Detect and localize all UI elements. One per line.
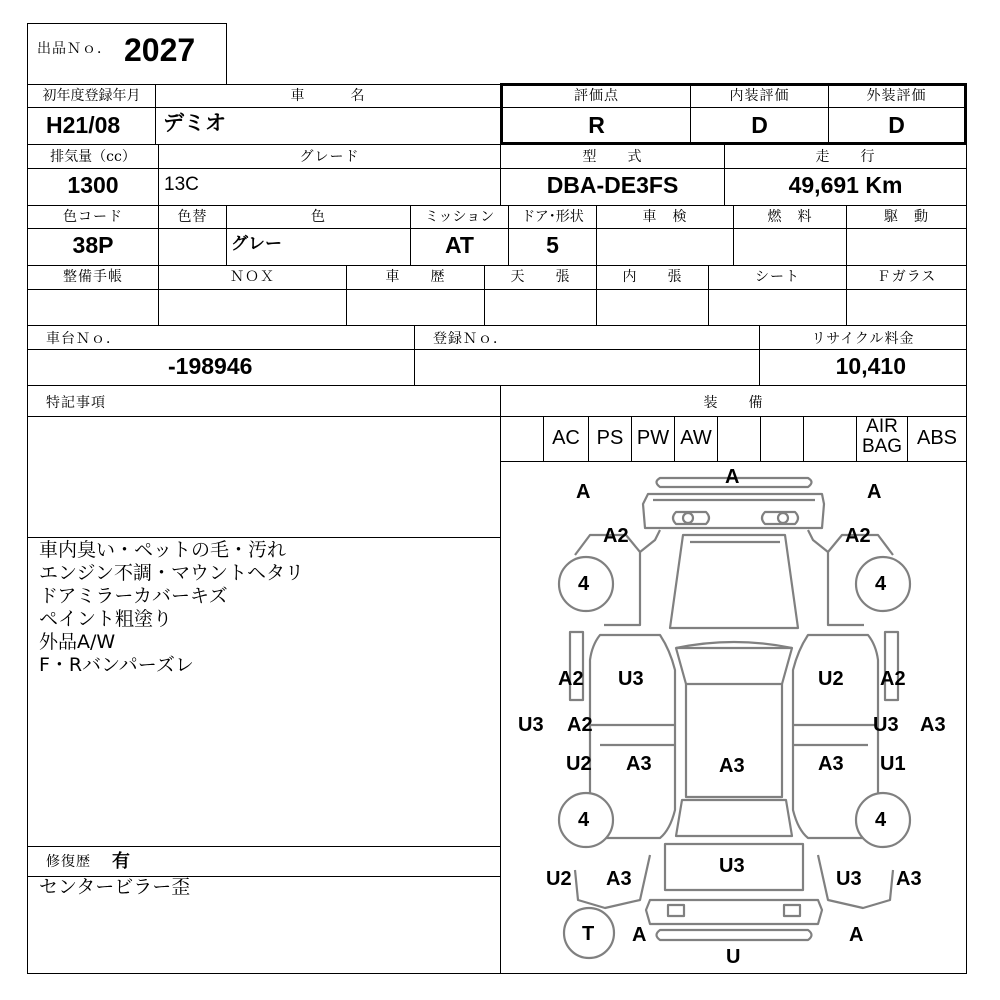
repair-detail: センタービラー歪 <box>39 876 191 898</box>
equipment-abs: ABS <box>916 427 958 449</box>
notes-label: 特記事項 <box>46 395 106 411</box>
color-code-label: 色コード <box>63 209 123 225</box>
model-label: 型 式 <box>582 149 643 165</box>
fuel-label: 燃 料 <box>767 209 813 225</box>
damage-left-a3-lower: A3 <box>626 753 652 775</box>
car-name-label: 車 名 <box>290 88 366 104</box>
roof-lining-label: 天 張 <box>510 269 571 285</box>
damage-rear-right-a3: A3 <box>896 868 922 890</box>
damage-fender-front-right: A2 <box>845 525 871 547</box>
damage-front-left: A <box>576 481 591 503</box>
displacement-label: 排気量（cc） <box>50 149 136 165</box>
recycle-fee-value: 10,410 <box>835 353 906 379</box>
damage-right-u1-lower: U1 <box>880 753 906 775</box>
damage-front: A <box>725 466 740 488</box>
tire-rear-right: 4 <box>875 809 887 831</box>
damage-rear-right: A <box>849 924 864 946</box>
note-line: 外品A/W <box>39 631 116 653</box>
note-line: エンジン不調・マウントヘタリ <box>39 562 305 584</box>
lot-number: 2027 <box>124 32 196 68</box>
interior-score-label: 内装評価 <box>729 88 790 104</box>
mission-label: ミッション <box>424 209 495 225</box>
door-label: ドア･形状 <box>521 209 584 225</box>
score-label: 評価点 <box>574 88 619 104</box>
maintenance-book-label: 整備手帳 <box>63 269 123 285</box>
damage-right-a3-lower: A3 <box>818 753 844 775</box>
inspection-label: 車 検 <box>642 209 688 225</box>
tire-front-right: 4 <box>875 573 887 595</box>
door-value: 5 <box>546 232 559 258</box>
front-glass-label: Ｆガラス <box>876 269 937 285</box>
color-value: グレー <box>231 234 282 254</box>
equipment-aw: AW <box>680 427 712 449</box>
exterior-score-value: D <box>888 112 905 138</box>
displacement-value: 1300 <box>67 172 119 198</box>
note-line: ペイント粗塗り <box>39 608 173 630</box>
color-code-value: 38P <box>72 232 114 258</box>
recolor-label: 色替 <box>177 209 208 225</box>
spare-tire: T <box>582 923 595 945</box>
damage-rear-left-u2: U2 <box>546 868 572 890</box>
year-value: H21/08 <box>46 112 121 138</box>
damage-rear-left: A <box>632 924 647 946</box>
interior-score-value: D <box>751 112 768 138</box>
recycle-fee-label: リサイクル料金 <box>811 331 915 347</box>
equipment-ac: AC <box>552 427 580 449</box>
damage-right-a2-upper: A2 <box>880 668 906 690</box>
drive-label: 駆 動 <box>884 209 929 225</box>
interior-lining-label: 内 張 <box>622 269 683 285</box>
grade-label: グレード <box>299 149 360 165</box>
model-value: DBA-DE3FS <box>546 172 679 198</box>
year-label: 初年度登録年月 <box>42 88 141 104</box>
history-label: 車 歴 <box>385 269 446 285</box>
mileage-value: 49,691 Km <box>788 172 903 198</box>
damage-left-u3-upper: U3 <box>618 668 644 690</box>
mileage-label: 走 行 <box>815 149 876 165</box>
note-line: ドアミラーカバーキズ <box>39 585 228 607</box>
nox-label: ＮＯＸ <box>230 269 275 285</box>
color-label: 色 <box>311 209 326 225</box>
registration-no-label: 登録Ｎｏ． <box>433 331 508 347</box>
repair-history-value: 有 <box>112 851 130 872</box>
damage-left-a2-upper: A2 <box>558 668 584 690</box>
chassis-no-value: -198946 <box>168 353 253 379</box>
damage-left-a2-mid: A2 <box>567 714 593 736</box>
tire-front-left: 4 <box>578 573 590 595</box>
damage-right-u2-upper: U2 <box>818 668 844 690</box>
mission-value: AT <box>445 232 474 258</box>
damage-rear-right-u3: U3 <box>836 868 862 890</box>
lot-label: 出品Ｎｏ． <box>37 41 112 57</box>
damage-right-a3-mid: A3 <box>920 714 946 736</box>
equipment-airbag: AIR BAG <box>861 416 903 457</box>
equipment-pw: PW <box>636 427 670 449</box>
note-line: F・Rバンパーズレ <box>39 654 194 676</box>
car-name-value: デミオ <box>163 111 226 135</box>
seat-label: シート <box>755 269 800 285</box>
score-value: R <box>588 112 605 138</box>
damage-roof-center: A3 <box>719 755 745 777</box>
damage-left-u2-lower: U2 <box>566 753 592 775</box>
note-line: 車内臭い・ペットの毛・汚れ <box>39 539 287 561</box>
tire-rear-left: 4 <box>578 809 590 831</box>
damage-trunk: U3 <box>719 855 745 877</box>
equipment-ps: PS <box>596 427 624 449</box>
damage-front-right: A <box>867 481 882 503</box>
damage-rear-bumper: U <box>726 946 741 968</box>
exterior-score-label: 外装評価 <box>866 88 927 104</box>
chassis-no-label: 車台Ｎｏ． <box>46 331 121 347</box>
equipment-label: 装 備 <box>703 395 764 411</box>
repair-history-label: 修復歴 <box>46 854 91 870</box>
damage-right-u3-mid: U3 <box>873 714 899 736</box>
damage-rear-left-a3: A3 <box>606 868 632 890</box>
damage-left-u3-mid: U3 <box>518 714 544 736</box>
damage-fender-front-left: A2 <box>603 525 629 547</box>
grade-value: 13C <box>164 174 199 195</box>
